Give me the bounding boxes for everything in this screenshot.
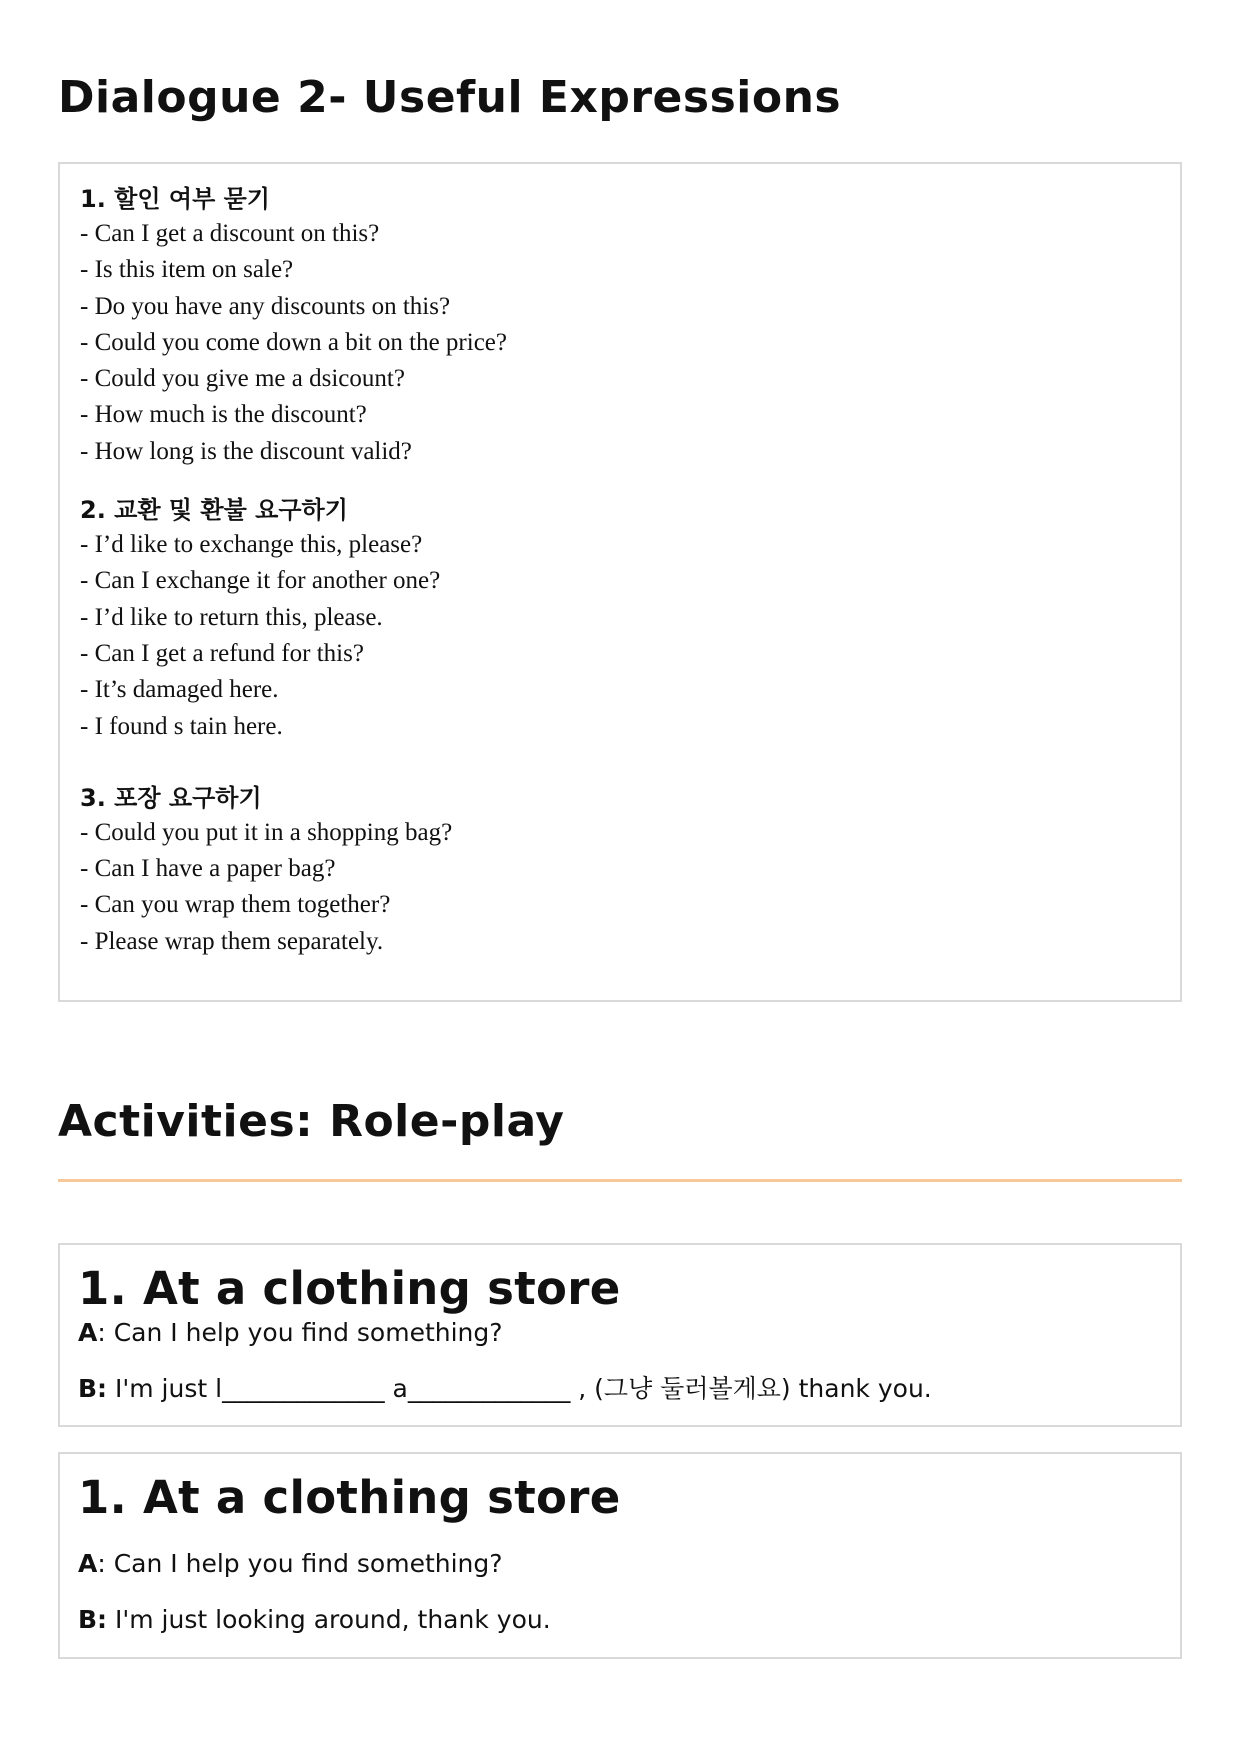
section-spacer <box>80 745 1160 781</box>
useful-expressions-box <box>58 162 1182 1002</box>
dialogue-line-a <box>78 1317 1162 1349</box>
speaker-label: B: <box>78 1374 108 1403</box>
dialogue-text: I'm just looking around, thank you. <box>107 1605 551 1634</box>
list-item: - Please wrap them separately. <box>80 927 384 955</box>
speaker-label: A <box>78 1549 98 1578</box>
section-divider <box>58 1179 1182 1182</box>
list-item: - Could you give me a dsicount? <box>80 365 405 393</box>
list-item: - Can you wrap them together? <box>80 891 391 919</box>
list-item: - Could you come down a bit on the price? <box>80 328 507 356</box>
speaker-label: B: <box>78 1605 108 1634</box>
section-heading-discount: 1. 할인 여부 묻기 <box>80 185 270 213</box>
list-item: - How much is the discount? <box>80 401 367 429</box>
list-item: - Can I get a discount on this? <box>80 220 380 247</box>
speaker-label: A <box>78 1318 98 1347</box>
roleplay-card-answer <box>58 1452 1182 1659</box>
dialogue-title: Dialogue 2- Useful Expressions <box>58 72 842 123</box>
dialogue-line-b <box>78 1373 1162 1405</box>
section-spacer <box>80 470 1160 493</box>
exchange-refund-expressions-list <box>80 527 1160 745</box>
dialogue-text: I'm just l_____________ a_____________ , (그냥 둘러볼게요) thank you. <box>107 1374 932 1403</box>
list-item: - Can I get a refund for this? <box>80 639 364 667</box>
list-item: - How long is the discount valid? <box>80 437 412 465</box>
roleplay-title: 1. At a clothing store <box>78 1262 621 1315</box>
dialogue-text: : Can I help you find something? <box>97 1318 503 1347</box>
list-item: - Could you put it in a shopping bag? <box>80 818 453 846</box>
list-item: - Can I have a paper bag? <box>80 855 336 883</box>
list-item: - I’d like to exchange this, please? <box>80 531 423 559</box>
section-heading-wrapping: 3. 포장 요구하기 <box>80 783 262 812</box>
dialogue-text: : Can I help you find something? <box>97 1549 503 1578</box>
dialogue-line-b <box>78 1604 1162 1636</box>
list-item: - Do you have any discounts on this? <box>80 292 451 320</box>
list-item: - I found s tain here. <box>80 712 283 740</box>
roleplay-card-fill-in <box>58 1243 1182 1427</box>
list-item: - I’d like to return this, please. <box>80 603 383 631</box>
dialogue-line-a <box>78 1548 1162 1580</box>
section-heading-exchange-refund: 2. 교환 및 환불 요구하기 <box>80 496 348 525</box>
activities-title: Activities: Role-play <box>58 1096 565 1147</box>
list-item: - Can I exchange it for another one? <box>80 567 441 595</box>
list-item: - Is this item on sale? <box>80 256 294 284</box>
wrapping-expressions-list <box>80 815 1160 960</box>
discount-expressions-list <box>80 216 1160 470</box>
list-item: - It’s damaged here. <box>80 676 279 704</box>
roleplay-title: 1. At a clothing store <box>78 1471 621 1524</box>
